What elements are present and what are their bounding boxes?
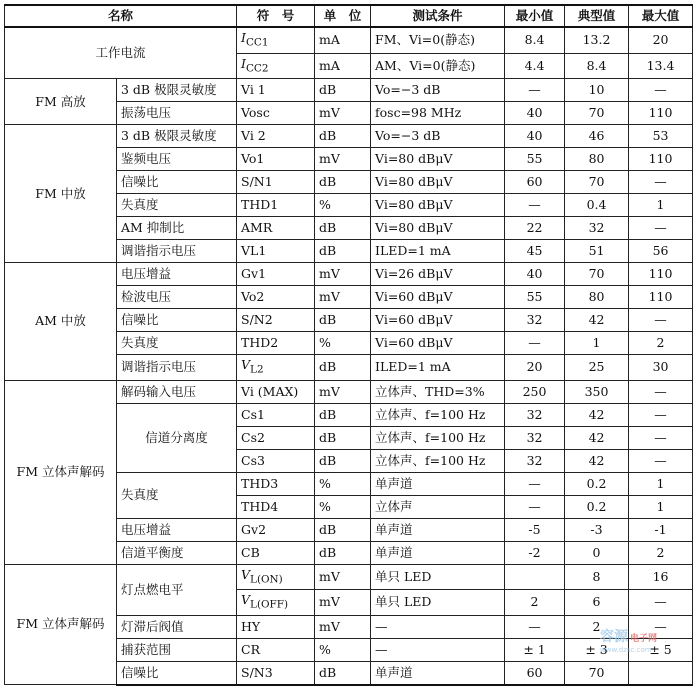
condition-cell: 立体声、THD=3% <box>371 380 505 403</box>
unit-cell: mV <box>315 615 371 638</box>
typ-cell: 46 <box>565 125 629 148</box>
typ-cell: 32 <box>565 217 629 240</box>
group-fm-stereo-decoder-led: FM 立体声解码 <box>5 564 117 685</box>
table-row <box>5 27 693 53</box>
typ-cell: 0.2 <box>565 472 629 495</box>
group-am-if: AM 中放 <box>5 263 117 381</box>
condition-cell: 立体声、f=100 Hz <box>371 403 505 426</box>
unit-cell: dB <box>315 355 371 381</box>
item-cell: 振荡电压 <box>117 102 237 125</box>
max-cell: — <box>629 380 693 403</box>
typ-cell: 1 <box>565 332 629 355</box>
table-row <box>5 125 693 148</box>
min-cell <box>505 564 565 590</box>
typ-cell: 42 <box>565 449 629 472</box>
watermark-main: 容源 <box>600 629 628 645</box>
max-cell: 2 <box>629 541 693 564</box>
symbol-cell: $I_{CC2}$ <box>237 53 315 79</box>
min-cell: 32 <box>505 403 565 426</box>
symbol-cell: THD4 <box>237 495 315 518</box>
min-cell: 60 <box>505 171 565 194</box>
unit-cell: % <box>315 472 371 495</box>
condition-cell: Vi=80 dBμV <box>371 194 505 217</box>
max-cell: — <box>629 79 693 102</box>
min-cell: 55 <box>505 286 565 309</box>
typ-cell: 8.4 <box>565 53 629 79</box>
unit-cell: dB <box>315 125 371 148</box>
max-cell: 13.4 <box>629 53 693 79</box>
unit-cell: dB <box>315 217 371 240</box>
max-cell: — <box>629 426 693 449</box>
unit-cell: dB <box>315 240 371 263</box>
typ-cell: 6 <box>565 590 629 616</box>
item-cell: 信噪比 <box>117 309 237 332</box>
typ-cell: 13.2 <box>565 27 629 53</box>
min-cell: — <box>505 194 565 217</box>
max-cell: ± 5 <box>629 638 693 661</box>
condition-cell: Vo=−3 dB <box>371 79 505 102</box>
unit-cell: dB <box>315 309 371 332</box>
max-cell: 2 <box>629 332 693 355</box>
site-watermark <box>600 626 657 654</box>
item-cell: 失真度 <box>117 332 237 355</box>
unit-cell: mV <box>315 564 371 590</box>
spec-table-wrapper <box>4 4 692 686</box>
min-cell: 250 <box>505 380 565 403</box>
max-cell: — <box>629 403 693 426</box>
condition-cell: 单只 LED <box>371 590 505 616</box>
condition-cell: ILED=1 mA <box>371 355 505 381</box>
unit-cell: mV <box>315 148 371 171</box>
item-cell: 电压增益 <box>117 263 237 286</box>
unit-cell: mV <box>315 263 371 286</box>
typ-cell: 25 <box>565 355 629 381</box>
symbol-cell: THD1 <box>237 194 315 217</box>
min-cell: — <box>505 615 565 638</box>
item-cell: 鉴频电压 <box>117 148 237 171</box>
unit-cell: dB <box>315 426 371 449</box>
item-cell: 调谐指示电压 <box>117 240 237 263</box>
condition-cell: 立体声、f=100 Hz <box>371 449 505 472</box>
max-cell: 110 <box>629 263 693 286</box>
min-cell: 4.4 <box>505 53 565 79</box>
item-cell: 电压增益 <box>117 518 237 541</box>
unit-cell: % <box>315 495 371 518</box>
min-cell: 22 <box>505 217 565 240</box>
typ-cell: 80 <box>565 286 629 309</box>
header-symbol: 符 号 <box>237 5 315 27</box>
min-cell: 55 <box>505 148 565 171</box>
typ-cell: 42 <box>565 403 629 426</box>
typ-cell: 70 <box>565 661 629 685</box>
symbol-cell: Vi 2 <box>237 125 315 148</box>
min-cell: ± 1 <box>505 638 565 661</box>
condition-cell: 单声道 <box>371 518 505 541</box>
symbol-cell: $V_{L(ON)}$ <box>237 564 315 590</box>
max-cell: -1 <box>629 518 693 541</box>
table-row <box>5 79 693 102</box>
symbol-cell: S/N3 <box>237 661 315 685</box>
item-cell: 解码输入电压 <box>117 380 237 403</box>
symbol-cell: S/N1 <box>237 171 315 194</box>
min-cell: 8.4 <box>505 27 565 53</box>
table-row <box>5 263 693 286</box>
symbol-cell: VL1 <box>237 240 315 263</box>
unit-cell: dB <box>315 541 371 564</box>
unit-cell: mA <box>315 27 371 53</box>
typ-cell: 10 <box>565 79 629 102</box>
condition-cell: Vi=26 dBμV <box>371 263 505 286</box>
header-unit: 单 位 <box>315 5 371 27</box>
item-cell: AM 抑制比 <box>117 217 237 240</box>
min-cell: 32 <box>505 309 565 332</box>
symbol-cell: Vosc <box>237 102 315 125</box>
max-cell: — <box>629 449 693 472</box>
unit-cell: dB <box>315 79 371 102</box>
typ-cell: 350 <box>565 380 629 403</box>
symbol-cell: Gv2 <box>237 518 315 541</box>
item-cell: 检波电压 <box>117 286 237 309</box>
symbol-cell: S/N2 <box>237 309 315 332</box>
symbol-cell: Gv1 <box>237 263 315 286</box>
typ-cell: 70 <box>565 171 629 194</box>
symbol-cell: CB <box>237 541 315 564</box>
symbol-cell: HY <box>237 615 315 638</box>
condition-cell: AM、Vi=0(静态) <box>371 53 505 79</box>
condition-cell: Vi=60 dBμV <box>371 286 505 309</box>
unit-cell: % <box>315 194 371 217</box>
min-cell: — <box>505 332 565 355</box>
min-cell: — <box>505 495 565 518</box>
condition-cell: 单声道 <box>371 541 505 564</box>
group-fm-rf: FM 高放 <box>5 79 117 125</box>
item-cell: 信噪比 <box>117 171 237 194</box>
symbol-cell: THD2 <box>237 332 315 355</box>
item-cell: 调谐指示电压 <box>117 355 237 381</box>
max-cell: — <box>629 171 693 194</box>
typ-cell: 51 <box>565 240 629 263</box>
symbol-cell: Cs2 <box>237 426 315 449</box>
header-max: 最大值 <box>629 5 693 27</box>
unit-cell: dB <box>315 449 371 472</box>
typ-cell: 42 <box>565 426 629 449</box>
min-cell: 60 <box>505 661 565 685</box>
header-min: 最小值 <box>505 5 565 27</box>
min-cell: -2 <box>505 541 565 564</box>
max-cell: 20 <box>629 27 693 53</box>
group-fm-stereo-decoder: FM 立体声解码 <box>5 380 117 564</box>
item-cell: 信噪比 <box>117 661 237 685</box>
min-cell: 32 <box>505 426 565 449</box>
unit-cell: mV <box>315 286 371 309</box>
watermark-sub: 电子网 <box>630 634 658 644</box>
header-condition: 测试条件 <box>371 5 505 27</box>
condition-cell: Vi=80 dBμV <box>371 148 505 171</box>
condition-cell: Vi=80 dBμV <box>371 217 505 240</box>
max-cell: — <box>629 615 693 638</box>
condition-cell: Vi=80 dBμV <box>371 171 505 194</box>
item-cell: 失真度 <box>117 194 237 217</box>
item-cell: 捕获范围 <box>117 638 237 661</box>
unit-cell: mV <box>315 380 371 403</box>
symbol-cell: $I_{CC1}$ <box>237 27 315 53</box>
watermark-url: www.dzsc.com <box>600 646 652 654</box>
unit-cell: mA <box>315 53 371 79</box>
min-cell: 2 <box>505 590 565 616</box>
max-cell: 1 <box>629 495 693 518</box>
unit-cell: dB <box>315 661 371 685</box>
condition-cell: 单只 LED <box>371 564 505 590</box>
symbol-cell: Vo1 <box>237 148 315 171</box>
max-cell: — <box>629 590 693 616</box>
max-cell: 30 <box>629 355 693 381</box>
symbol-cell: Cs1 <box>237 403 315 426</box>
min-cell: 32 <box>505 449 565 472</box>
group-fm-if: FM 中放 <box>5 125 117 263</box>
min-cell: 20 <box>505 355 565 381</box>
unit-cell: % <box>315 638 371 661</box>
max-cell: 110 <box>629 148 693 171</box>
max-cell: 53 <box>629 125 693 148</box>
condition-cell: 立体声 <box>371 495 505 518</box>
max-cell: 110 <box>629 286 693 309</box>
unit-cell: dB <box>315 171 371 194</box>
symbol-cell: $V_{L(OFF)}$ <box>237 590 315 616</box>
min-cell: 40 <box>505 102 565 125</box>
header-typ: 典型值 <box>565 5 629 27</box>
condition-cell: FM、Vi=0(静态) <box>371 27 505 53</box>
max-cell: 1 <box>629 472 693 495</box>
typ-cell: 8 <box>565 564 629 590</box>
min-cell: — <box>505 79 565 102</box>
typ-cell: 70 <box>565 263 629 286</box>
condition-cell: 单声道 <box>371 661 505 685</box>
max-cell: — <box>629 217 693 240</box>
condition-cell: fosc=98 MHz <box>371 102 505 125</box>
symbol-cell: $V_{L2}$ <box>237 355 315 381</box>
symbol-cell: AMR <box>237 217 315 240</box>
symbol-cell: Cs3 <box>237 449 315 472</box>
typ-cell: 42 <box>565 309 629 332</box>
symbol-cell: CR <box>237 638 315 661</box>
symbol-cell: Vi (MAX) <box>237 380 315 403</box>
condition-cell: Vo=−3 dB <box>371 125 505 148</box>
condition-cell: Vi=60 dBμV <box>371 332 505 355</box>
table-row <box>5 380 693 403</box>
item-cell-channel-separation: 信道分离度 <box>117 403 237 472</box>
condition-cell: — <box>371 638 505 661</box>
typ-cell: 0.4 <box>565 194 629 217</box>
group-supply-current: 工作电流 <box>5 27 237 79</box>
min-cell: 45 <box>505 240 565 263</box>
typ-cell: ± 3 <box>565 638 629 661</box>
max-cell: 1 <box>629 194 693 217</box>
max-cell: 110 <box>629 102 693 125</box>
unit-cell: mV <box>315 102 371 125</box>
spec-table <box>4 4 693 686</box>
item-cell: 3 dB 极限灵敏度 <box>117 79 237 102</box>
min-cell: 40 <box>505 263 565 286</box>
typ-cell: 0.2 <box>565 495 629 518</box>
unit-cell: % <box>315 332 371 355</box>
item-cell: 灯点燃电平 <box>117 564 237 615</box>
unit-cell: dB <box>315 518 371 541</box>
condition-cell: Vi=60 dBμV <box>371 309 505 332</box>
typ-cell: 70 <box>565 102 629 125</box>
symbol-cell: Vo2 <box>237 286 315 309</box>
typ-cell: -3 <box>565 518 629 541</box>
max-cell: — <box>629 309 693 332</box>
max-cell: 16 <box>629 564 693 590</box>
item-cell: 灯滞后阀值 <box>117 615 237 638</box>
symbol-cell: THD3 <box>237 472 315 495</box>
max-cell <box>629 661 693 685</box>
item-cell: 信道平衡度 <box>117 541 237 564</box>
condition-cell: — <box>371 615 505 638</box>
max-cell: 56 <box>629 240 693 263</box>
typ-cell: 80 <box>565 148 629 171</box>
item-cell: 失真度 <box>117 472 237 518</box>
min-cell: 40 <box>505 125 565 148</box>
condition-cell: 单声道 <box>371 472 505 495</box>
typ-cell: 2 <box>565 615 629 638</box>
header-name: 名称 <box>5 5 237 27</box>
min-cell: -5 <box>505 518 565 541</box>
item-cell: 3 dB 极限灵敏度 <box>117 125 237 148</box>
header-row <box>5 5 693 27</box>
symbol-cell: Vi 1 <box>237 79 315 102</box>
unit-cell: dB <box>315 403 371 426</box>
min-cell: — <box>505 472 565 495</box>
unit-cell: mV <box>315 590 371 616</box>
typ-cell: 0 <box>565 541 629 564</box>
condition-cell: 立体声、f=100 Hz <box>371 426 505 449</box>
condition-cell: ILED=1 mA <box>371 240 505 263</box>
table-row <box>5 564 693 590</box>
